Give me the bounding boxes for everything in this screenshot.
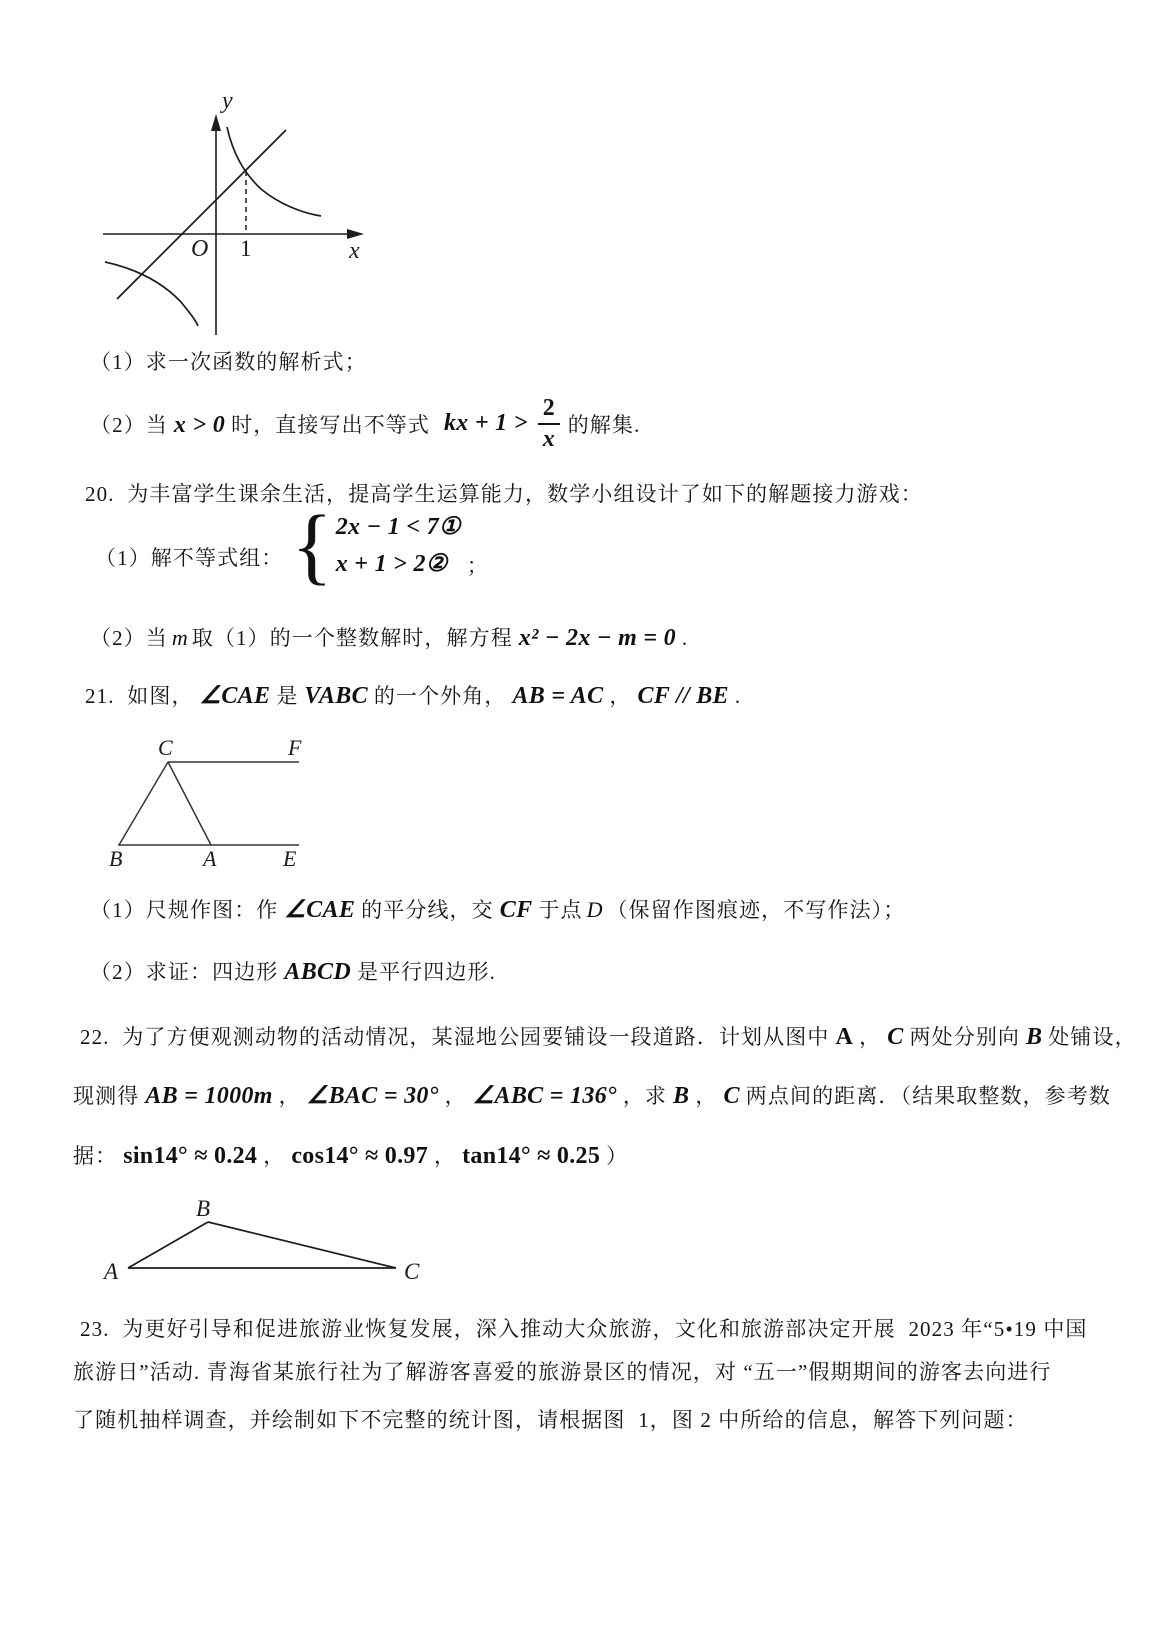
q21-is-word: 是 xyxy=(276,684,299,708)
q21-period: . xyxy=(734,684,742,708)
segment-bc xyxy=(119,762,168,845)
q21-cf-be: CF // BE xyxy=(637,683,729,709)
q23-l3-text: 了随机抽样调查，并绘制如下不完整的统计图，请根据图 1，图 2 中所给的信息，解答下列问题： xyxy=(73,1408,1028,1432)
q21-abcd: ABCD xyxy=(284,959,351,985)
coordinate-graph-figure xyxy=(95,86,375,336)
q22-line3 xyxy=(73,1140,628,1170)
vertex-label-f: F xyxy=(288,735,302,760)
q19-part2 xyxy=(90,396,640,451)
q21-stem-pre: 21. 如图， xyxy=(85,684,194,708)
q22-l1-post: 处铺设， xyxy=(1048,1025,1137,1049)
q22-l2-pre: 现测得 xyxy=(73,1084,140,1108)
q21-part2-pre: （2）求证：四边形 xyxy=(90,960,279,984)
q21-stem-mid: 的一个外角， xyxy=(373,684,507,708)
q21-angle-cae: ∠CAE xyxy=(199,683,271,709)
q22-cos-value: cos14° ≈ 0.97 xyxy=(291,1143,429,1169)
q21-part1-mid1: 的平分线，交 xyxy=(361,898,494,922)
triangle-figure-q22 xyxy=(98,1192,458,1292)
q21-stem xyxy=(85,680,741,710)
q23-l1-text: 23. 为更好引导和促进旅游业恢复发展，深入推动大众旅游，文化和旅游部决定开展 2023 年“5•19 中国 xyxy=(80,1317,1088,1341)
q23-line2 xyxy=(73,1356,1052,1386)
vertex-label-c: C xyxy=(158,735,173,760)
q19-fraction-denominator: x xyxy=(542,426,555,452)
q21-part1-angle: ∠CAE xyxy=(284,897,356,923)
q21-part1-cf: CF xyxy=(499,897,533,923)
q21-part1-pre: （1）尺规作图：作 xyxy=(90,898,279,922)
q20-part2-period: . xyxy=(681,626,689,650)
system-brace: { xyxy=(291,497,333,593)
q19-formula-lhs: kx + 1 > xyxy=(444,410,528,436)
q19-part2-post: 的解集. xyxy=(567,413,641,437)
q19-inequality-formula xyxy=(438,396,560,451)
q21-part2-post: 是平行四边形. xyxy=(356,960,496,984)
q22-l1-c: C xyxy=(887,1024,904,1050)
q21-part1 xyxy=(90,894,905,924)
q20-part2 xyxy=(90,622,688,652)
q22-l3-pre: 据： xyxy=(73,1144,118,1168)
q21-comma: ， xyxy=(609,684,632,708)
q22-l2-mid: ，求 xyxy=(622,1084,668,1108)
q19-part2-pre: （2）当 xyxy=(90,413,168,437)
x-axis-label: x xyxy=(349,238,360,264)
q22-ab-equation: AB = 1000m xyxy=(145,1083,273,1109)
q22-l2-c: C xyxy=(723,1083,740,1109)
segment-ab xyxy=(128,1222,208,1268)
vertex-label-a: A xyxy=(203,846,217,871)
q22-l2-comma1: ， xyxy=(278,1084,301,1108)
q22-l1-b: B xyxy=(1026,1024,1043,1050)
q19-part1 xyxy=(90,346,367,376)
q22-l1-a: A xyxy=(835,1024,854,1050)
q20-stem-text: 20. 为丰富学生课余生活，提高学生运算能力，数学小组设计了如下的解题接力游戏： xyxy=(85,482,923,506)
q22-l3-close: ） xyxy=(606,1144,629,1168)
triangle-figure-q21 xyxy=(95,733,315,873)
q20-part2-pre: （2）当 xyxy=(90,626,168,650)
q19-part2-mid: 时，直接写出不等式 xyxy=(231,413,430,437)
vertex-label-c: C xyxy=(404,1259,420,1284)
q22-tan-value: tan14° ≈ 0.25 xyxy=(462,1143,601,1169)
q19-fraction-numerator: 2 xyxy=(538,396,560,425)
q20-part1 xyxy=(95,497,489,593)
system-equations xyxy=(336,512,461,579)
segment-ca xyxy=(168,762,211,845)
vertex-label-a: A xyxy=(104,1259,119,1284)
inequality-1: 2x − 1 < 7① xyxy=(335,514,461,541)
q19-part1-text: （1）求一次函数的解析式； xyxy=(90,350,367,374)
q22-line2 xyxy=(73,1080,1111,1110)
q22-sin-value: sin14° ≈ 0.24 xyxy=(123,1143,258,1169)
q21-triangle-abc: VABC xyxy=(304,683,368,709)
q20-equation: x² − 2x − m = 0 xyxy=(518,625,676,651)
y-axis-arrow-icon xyxy=(211,114,221,131)
q20-part1-label: （1）解不等式组： xyxy=(95,545,284,570)
vertex-label-b: B xyxy=(109,846,123,871)
q23-l2-text: 旅游日”活动. 青海省某旅行社为了解游客喜爱的旅游景区的情况，对 “五一”假期期间的游客去向进行 xyxy=(73,1360,1052,1384)
q20-part2-mid: 取（1）的一个整数解时，解方程 xyxy=(191,626,513,650)
y-axis-label: y xyxy=(222,88,233,114)
inequality-2: x + 1 > 2② xyxy=(335,551,448,578)
q21-part1-post: （保留作图痕迹，不写作法）； xyxy=(606,898,906,922)
q22-l3-comma2: ， xyxy=(434,1144,457,1168)
q22-l1-pre: 22. 为了方便观测动物的活动情况，某湿地公园要铺设一段道路．计划从图中 xyxy=(80,1025,830,1049)
q22-line1 xyxy=(80,1021,1137,1051)
q22-l3-comma1: ， xyxy=(263,1144,286,1168)
q22-l1-comma1: ， xyxy=(859,1025,882,1049)
q22-angle-bac: ∠BAC = 30° xyxy=(306,1083,439,1109)
q21-ab-ac: AB = AC xyxy=(512,683,604,709)
hyperbola-branch-q3 xyxy=(105,262,198,326)
q22-angle-abc: ∠ABC = 136° xyxy=(472,1083,617,1109)
q20-part1-semicolon: ； xyxy=(466,553,489,578)
q22-l2-comma2: ， xyxy=(444,1084,467,1108)
vertex-label-e: E xyxy=(283,846,297,871)
q19-condition: x > 0 xyxy=(173,412,226,438)
q22-l2-post: 两点间的距离．（结果取整数，参考数 xyxy=(745,1084,1111,1108)
inequality-system xyxy=(291,497,461,593)
q22-l2-b: B xyxy=(673,1083,690,1109)
vertex-label-b: B xyxy=(196,1196,211,1221)
segment-bc xyxy=(208,1222,396,1268)
q22-l2-comma3: ， xyxy=(695,1084,718,1108)
q22-l1-mid: 两处分别向 xyxy=(909,1025,1021,1049)
origin-label: O xyxy=(191,236,209,262)
q21-part1-mid2: 于点 xyxy=(538,898,583,922)
q21-part2 xyxy=(90,956,496,986)
tick-label-1: 1 xyxy=(240,236,252,261)
q21-point-d: D xyxy=(586,897,603,922)
q20-stem xyxy=(85,478,923,508)
q20-variable-m: m xyxy=(171,625,188,650)
q23-line1 xyxy=(80,1313,1088,1343)
q19-fraction xyxy=(538,396,560,451)
q23-line3 xyxy=(73,1404,1028,1434)
hyperbola-branch-q1 xyxy=(227,127,321,216)
